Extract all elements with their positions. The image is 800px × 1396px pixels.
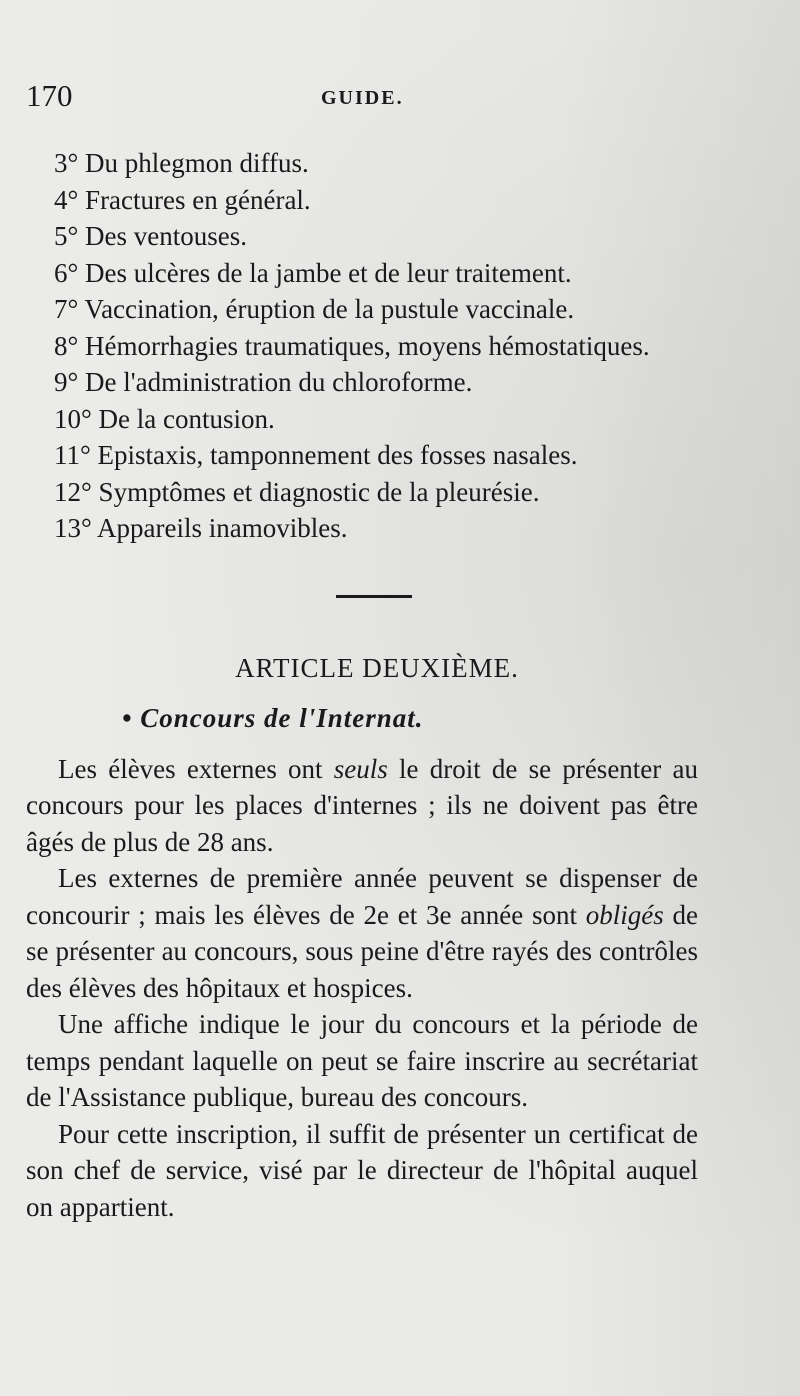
list-item: 5° Des ventouses.	[54, 221, 248, 251]
running-title: GUIDE.	[321, 87, 404, 109]
list-item: 11° Epistaxis, tamponnement des fosses nasales.	[54, 440, 578, 470]
section-divider	[336, 595, 412, 598]
list-item: 9° De l'administration du chloroforme.	[54, 367, 473, 397]
section-title: • Concours de l'Internat.	[122, 703, 424, 733]
list-item: 10° De la contusion.	[54, 403, 275, 434]
paragraph-text: le droit de se présenter au concours pour les places d'internes ; ils ne doivent pas être âgés de plus de 28 ans.	[26, 753, 698, 857]
list-item: 3° Du phlegmon diffus.	[54, 148, 309, 178]
running-head	[26, 78, 726, 118]
emphasis-text: obligés	[585, 899, 664, 930]
list-item: 6° Des ulcères de la jambe et de leur traitement.	[54, 257, 572, 288]
list-item: 8° Hémorrhagies traumatiques, moyens hémostatiques.	[54, 330, 650, 361]
paragraph-registration: Une affiche indique le jour du concours et la période de temps pendant laquelle on peut se faire inscrire au secrétariat de l'Assistance publique, bureau des concours.	[26, 1009, 698, 1112]
paragraph-text: Les élèves externes ont	[58, 753, 334, 784]
list-item: 12° Symptômes et diagnostic de la pleurésie.	[54, 476, 540, 507]
list-item: 13° Appareils inamovibles.	[54, 513, 348, 543]
paragraph-eligibility	[26, 751, 698, 861]
paragraph-text: de se présenter au concours, sous peine d'être rayés des contrôles des élèves des hôpitaux et hospices.	[26, 899, 698, 1003]
paragraph-obligation	[26, 860, 698, 1006]
body-text	[26, 145, 698, 1225]
paragraph-text: Les externes de première année peuvent se dispenser de concourir ; mais les élèves de 2e et 3e année sont	[26, 863, 698, 930]
list-item: 4° Fractures en général.	[54, 184, 311, 215]
paragraph-certificate: Pour cette inscription, il suffit de présenter un certificat de son chef de service, visé par le directeur de l'hôpital auquel on appartient.	[26, 1118, 698, 1222]
list-item: 7° Vaccination, éruption de la pustule vaccinale.	[54, 294, 575, 324]
article-heading: ARTICLE DEUXIÈME.	[235, 652, 519, 683]
emphasis-text: seuls	[333, 753, 388, 784]
page-number: 170	[26, 78, 73, 113]
